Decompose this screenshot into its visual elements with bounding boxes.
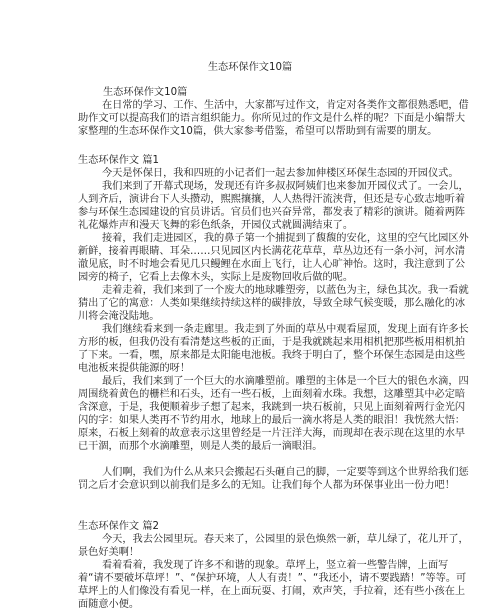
paragraph: 人们啊，我们为什么从来只会搬起石头砸自己的脚，一定要等到这个世界给我们惩罚之后才会意识到以前我们是多么的无知。让我们每个人都为环保事业出一份力吧！ — [78, 467, 469, 491]
intro-paragraph: 在日常的学习、工作、生活中，大家都写过作文，肯定对各类作文都很熟悉吧，借助作文可以提高我们的语言组织能力。你所见过的作文是什么样的呢？下面是小编帮大家整理的生态环保作文10篇，供大家参考借鉴，希望可以帮助到有需要的朋友。 — [78, 100, 469, 137]
section-heading: 生态环保作文 篇2 — [78, 521, 160, 532]
paragraph: 最后，我们来到了一个巨大的水滴雕塑前。雕塑的主体是一个巨大的银色水滴，四周围绕着黄色的栅栏和石头，还有一些石板，上面刻着水珠。我想，这雕塑其中必定暗含深意，于是，我便顺着步子想了起来，我跳到一块石板前，只见上面刻着两行金光闪闪的字：如果人类再不节约用水，地球上的最后一滴水将是人类的眼泪！我恍然大悟：原来，石板上刻着的故意表示这里曾经是一片汪洋大海，而现却在表示现在这里的水早已干涸，而那个水滴雕塑，则是人类的最后一滴眼泪。 — [78, 376, 469, 452]
paragraph: 看着看着，我发现了许多不和谐的现象。草坪上，竖立着一些警告牌，上面写着“请不要破坏草坪！”、“保护环境，人人有责！”、“我还小，请不要践踏！”等等。可草坪上的人们像没有看见一样，在上面玩耍、打闹，欢声笑，手拉着，还有些小孩在上面随意小便。 — [78, 560, 467, 610]
paragraph: 今天是怀保日，我和四班的小记者们一起去参加伸楼区环保生态园的开园仪式。 — [102, 168, 459, 179]
paragraph: 今天，我去公园里玩。春天来了，公园里的景色焕然一新，草儿绿了，花儿开了，景色好美啊！ — [78, 534, 469, 558]
paragraph: 我们继续看来到一条走廊里。我走到了外面的草丛中观看屋顶，发现上面有许多长方形的板，但我仍没有看清楚这些板的正面，于是我就跳起来用相机把那些板用相机拍了下来。一看，嘿，原来都是太阳能电池板。我终于明白了，整个环保生态园是由这些电池板来提供能源的呀！ — [78, 324, 469, 374]
paragraph: 走着走着，我们来到了一个废大的地球雕塑旁，以蓝色为主，绿色其次。我一看就猜出了它的寓意：人类如果继续持续这样的碳排放，导致全球气候变暖，那么融化的冰川将会淹没陆地。 — [78, 285, 469, 322]
paragraph: 我们来到了开幕式现场，发现还有许多叔叔阿姨们也来参加开园仪式了。一会儿，人到齐后，演讲台下人头攒动，熙熙攘攘，人人热得汗流浃背，但还是专心致志地听着参与环保生态园建设的官员讲话。官员们也兴奋异常，都发表了精彩的演讲。随着两阵礼花爆炸声和漫天飞舞的彩色纸条，开园仪式就圆满结束了。 — [78, 181, 469, 231]
paragraph: 接着，我们走进园区，我的鼻子第一个捕捉到了馥馥的安化，这里的空气比园区外新鲜，接着再眼睛、耳朵……只见园区内长满花花草草，草丛边还有一条小河，河水清澈见底，时不时地会看见几只鳗鲤在水面上飞行，让人心旷神怡。这时，我注意到了公园旁的椅子，它看上去像木头，实际上是废物回收后做的呢。 — [78, 233, 469, 283]
page-title: 生态环保作文10篇 — [207, 62, 293, 73]
section-heading: 生态环保作文 篇1 — [78, 155, 160, 166]
document-subtitle: 生态环保作文10篇 — [103, 87, 188, 98]
